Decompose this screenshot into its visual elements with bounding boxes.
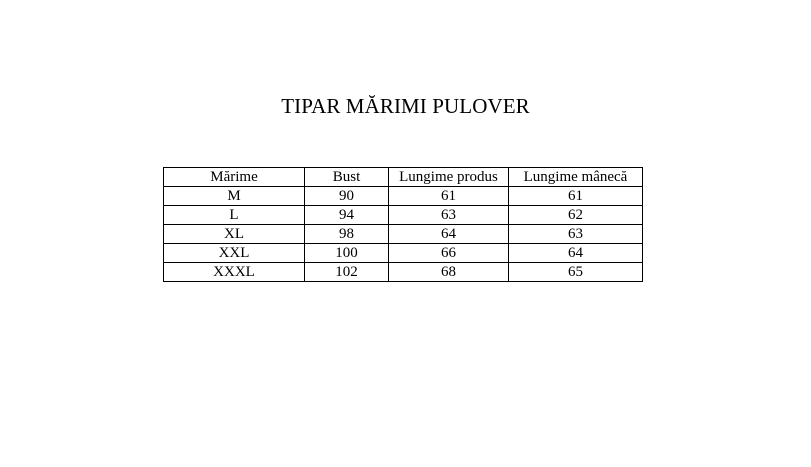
table-cell: 64	[509, 244, 643, 263]
table-cell: 98	[305, 225, 389, 244]
table-cell: 63	[389, 206, 509, 225]
table-header-row	[164, 168, 643, 187]
table-row	[164, 263, 643, 282]
header-cell-size: Mărime	[164, 168, 305, 187]
table-cell: 62	[509, 206, 643, 225]
table-row	[164, 225, 643, 244]
table-cell: M	[164, 187, 305, 206]
table-cell: L	[164, 206, 305, 225]
table-cell: 90	[305, 187, 389, 206]
table-cell: 61	[509, 187, 643, 206]
table-row	[164, 206, 643, 225]
table-cell: 63	[509, 225, 643, 244]
table-cell: 65	[509, 263, 643, 282]
header-cell-sleeve-length: Lungime mânecă	[509, 168, 643, 187]
header-cell-bust: Bust	[305, 168, 389, 187]
header-cell-product-length: Lungime produs	[389, 168, 509, 187]
table-cell: 94	[305, 206, 389, 225]
size-chart-table	[163, 167, 643, 282]
document-title: TIPAR MĂRIMI PULOVER	[281, 94, 530, 118]
table-cell: XXL	[164, 244, 305, 263]
table-cell: 68	[389, 263, 509, 282]
table-cell: 100	[305, 244, 389, 263]
table-row	[164, 244, 643, 263]
table-cell: 66	[389, 244, 509, 263]
table-cell: 102	[305, 263, 389, 282]
table-row	[164, 187, 643, 206]
table-cell: XL	[164, 225, 305, 244]
table-cell: 64	[389, 225, 509, 244]
table-cell: 61	[389, 187, 509, 206]
table-cell: XXXL	[164, 263, 305, 282]
